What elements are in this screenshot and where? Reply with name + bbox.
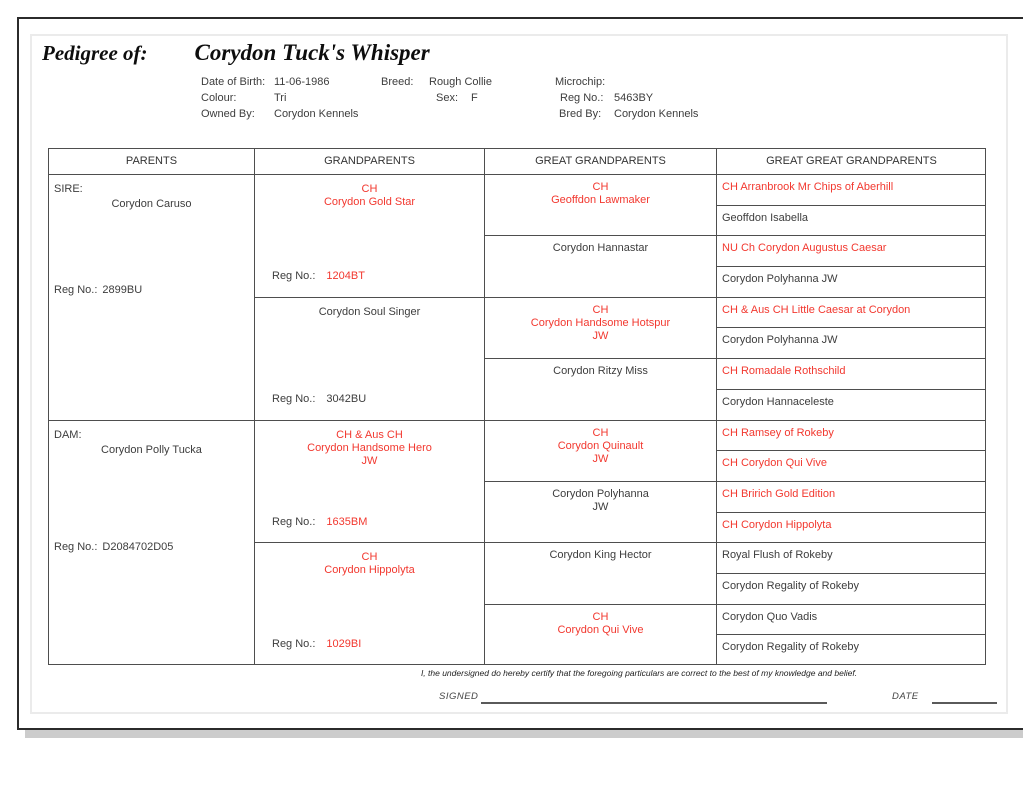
- sex-value: F: [471, 92, 478, 104]
- name-line: JW: [592, 500, 609, 513]
- reg-no-label: Reg No.:: [560, 92, 604, 104]
- name-line: Geoffdon Lawmaker: [551, 194, 650, 206]
- name-line: CH: [592, 181, 609, 193]
- great-great-grandparent-name: Corydon Regality of Rokeby: [722, 579, 859, 592]
- great-great-grandparent-name: CH Ramsey of Rokeby: [722, 426, 834, 439]
- pedigree-sheet: [30, 34, 1008, 714]
- name-line: Corydon Gold Star: [323, 196, 416, 208]
- name-line: Corydon Qui Vive: [557, 623, 644, 636]
- parent-name: Corydon Polly Tucka: [101, 443, 202, 456]
- column-header-label: GREAT GREAT GRANDPARENTS: [766, 155, 937, 167]
- name-line: Corydon Handsome Hero: [307, 441, 432, 454]
- reg-no-label: Reg No.:: [272, 638, 316, 651]
- bred-by-label: Bred By:: [559, 108, 602, 120]
- great-grandparent-cell: [484, 542, 716, 603]
- great-grandparent-name: [485, 427, 716, 466]
- great-great-grandparent-name: Geoffdon Isabella: [722, 211, 809, 224]
- column-header-label: GRANDPARENTS: [324, 155, 415, 167]
- dam-cell: [48, 420, 254, 666]
- grandparent-name: [255, 429, 484, 468]
- great-great-grandparent-name: CH & Aus CH Little Caesar at Corydon: [722, 303, 911, 316]
- great-great-grandparent-name: Corydon Polyhanna JW: [722, 273, 838, 286]
- great-grandparent-cell: [484, 174, 716, 235]
- great-great-grandparent-name: NU Ch Corydon Augustus Caesar: [722, 242, 887, 255]
- grandparent-cell: [254, 297, 484, 420]
- great-great-grandparent-name: Corydon Polyhanna JW: [722, 334, 838, 347]
- great-grandparent-name: [485, 181, 716, 207]
- colour-value: Tri: [274, 92, 287, 104]
- reg-no-row: [54, 541, 173, 554]
- great-great-grandparent-name: Corydon Regality of Rokeby: [722, 641, 859, 654]
- date-line: [932, 702, 997, 704]
- name-line: Corydon Hippolyta: [324, 564, 415, 577]
- great-great-grandparent-name: Royal Flush of Rokeby: [722, 549, 833, 562]
- reg-no-label: Reg No.:: [54, 284, 98, 296]
- reg-no-value: 2899BU: [102, 284, 143, 296]
- name-line: CH: [592, 610, 609, 623]
- great-grandparent-name: [485, 488, 716, 514]
- reg-no-label: Reg No.:: [272, 392, 316, 405]
- signed-line: [481, 702, 827, 704]
- reg-no-label: Reg No.:: [54, 540, 98, 553]
- reg-no-label: Reg No.:: [272, 515, 316, 528]
- reg-no-row: [272, 516, 367, 529]
- name-line: Corydon Handsome Hotspur: [530, 316, 671, 329]
- parent-role-label: SIRE:: [54, 183, 83, 195]
- great-grandparent-name: [485, 242, 716, 255]
- great-great-grandparent-name: Corydon Quo Vadis: [722, 610, 818, 623]
- column-header-label: PARENTS: [125, 155, 178, 167]
- sire-cell: [48, 174, 254, 420]
- column-header-great-grandparents: [484, 148, 716, 174]
- great-great-grandparent-cell: [716, 573, 986, 604]
- dog-name: Corydon Tuck's Whisper: [194, 40, 430, 65]
- grandparent-cell: [254, 174, 484, 297]
- column-header-parents: [48, 148, 254, 174]
- grandparent-name: [255, 306, 484, 319]
- great-grandparent-cell: [484, 235, 716, 296]
- breed-label: Breed:: [381, 76, 414, 88]
- name-line: CH: [592, 303, 609, 316]
- great-great-grandparent-name: CH Corydon Qui Vive: [722, 457, 827, 470]
- great-great-grandparent-cell: [716, 450, 986, 481]
- date-label: DATE: [892, 691, 919, 702]
- name-line: CH & Aus CH: [336, 428, 403, 441]
- great-great-grandparent-cell: [716, 266, 986, 297]
- great-grandparent-cell: [484, 420, 716, 481]
- reg-no-value: D2084702D05: [102, 540, 174, 553]
- dob-label: Date of Birth:: [201, 76, 266, 88]
- great-great-grandparent-cell: [716, 235, 986, 266]
- pedigree-table: [48, 148, 986, 665]
- microchip-label: Microchip:: [555, 76, 606, 88]
- column-header-great-great-grandparents: [716, 148, 986, 174]
- certification-text: I, the undersigned do hereby certify that the foregoing particulars are correct to the best of my knowledge and belief.: [420, 668, 858, 678]
- name-line: CH: [361, 183, 378, 195]
- great-great-grandparent-cell: [716, 542, 986, 573]
- column-header-grandparents: [254, 148, 484, 174]
- name-line: JW: [592, 452, 609, 465]
- reg-no-row: [272, 393, 366, 406]
- pedigree-of-label: Pedigree of:: [42, 41, 148, 65]
- great-great-grandparent-cell: [716, 297, 986, 328]
- great-great-grandparent-name: CH Corydon Hippolyta: [722, 518, 832, 531]
- name-line: Corydon Quinault: [557, 439, 644, 452]
- great-great-grandparent-cell: [716, 512, 986, 543]
- name-line: JW: [361, 454, 378, 467]
- signed-label: SIGNED: [439, 691, 479, 702]
- parent-role-label: DAM:: [54, 428, 82, 441]
- name-line: Corydon Polyhanna: [552, 487, 649, 500]
- parent-name: Corydon Caruso: [111, 198, 192, 210]
- name-line: Corydon Ritzy Miss: [553, 365, 648, 378]
- grandparent-name: [255, 551, 484, 577]
- reg-no-value: 1029BI: [326, 638, 362, 651]
- name-line: JW: [592, 329, 609, 342]
- name-line: CH: [361, 551, 378, 564]
- owned-by-label: Owned By:: [201, 108, 255, 120]
- great-grandparent-cell: [484, 297, 716, 358]
- column-header-label: GREAT GRANDPARENTS: [535, 155, 666, 167]
- great-great-grandparent-name: CH Romadale Rothschild: [722, 365, 846, 378]
- great-great-grandparent-cell: [716, 420, 986, 451]
- reg-no-value: 1635BM: [326, 515, 368, 528]
- reg-no-label: Reg No.:: [272, 270, 316, 282]
- great-great-grandparent-cell: [716, 327, 986, 358]
- grandparent-cell: [254, 420, 484, 543]
- owned-by-value: Corydon Kennels: [274, 108, 359, 120]
- great-great-grandparent-cell: [716, 604, 986, 635]
- name-line: CH: [592, 426, 609, 439]
- grandparent-cell: [254, 542, 484, 665]
- great-great-grandparent-cell: [716, 634, 986, 665]
- great-great-grandparent-cell: [716, 174, 986, 205]
- reg-no-value: 3042BU: [326, 392, 367, 405]
- great-grandparent-name: [485, 365, 716, 378]
- breed-value: Rough Collie: [429, 76, 492, 88]
- great-great-grandparent-cell: [716, 481, 986, 512]
- grandparent-name: [255, 183, 484, 209]
- great-grandparent-cell: [484, 481, 716, 542]
- great-great-grandparent-name: CH Bririch Gold Edition: [722, 487, 836, 500]
- name-line: Corydon Soul Singer: [318, 305, 421, 318]
- colour-label: Colour:: [201, 92, 237, 104]
- great-great-grandparent-cell: [716, 205, 986, 236]
- great-great-grandparent-name: Corydon Hannaceleste: [722, 395, 834, 408]
- bred-by-value: Corydon Kennels: [614, 108, 699, 120]
- name-line: Corydon King Hector: [549, 549, 652, 562]
- great-grandparent-name: [485, 611, 716, 637]
- reg-no-value: 5463BY: [614, 92, 654, 104]
- great-grandparent-cell: [484, 604, 716, 665]
- great-great-grandparent-cell: [716, 389, 986, 420]
- name-line: Corydon Hannastar: [552, 242, 649, 255]
- great-great-grandparent-name: CH Arranbrook Mr Chips of Aberhill: [722, 181, 894, 193]
- reg-no-row: [272, 270, 365, 283]
- great-grandparent-name: [485, 549, 716, 562]
- great-grandparent-cell: [484, 358, 716, 419]
- sex-label: Sex:: [436, 92, 459, 104]
- document-window: [17, 17, 1023, 730]
- great-great-grandparent-cell: [716, 358, 986, 389]
- reg-no-value: 1204BT: [326, 270, 365, 282]
- great-grandparent-name: [485, 304, 716, 343]
- reg-no-row: [54, 284, 142, 297]
- title-bar: [42, 40, 430, 66]
- reg-no-row: [272, 638, 361, 651]
- dob-value: 11-06-1986: [274, 76, 330, 88]
